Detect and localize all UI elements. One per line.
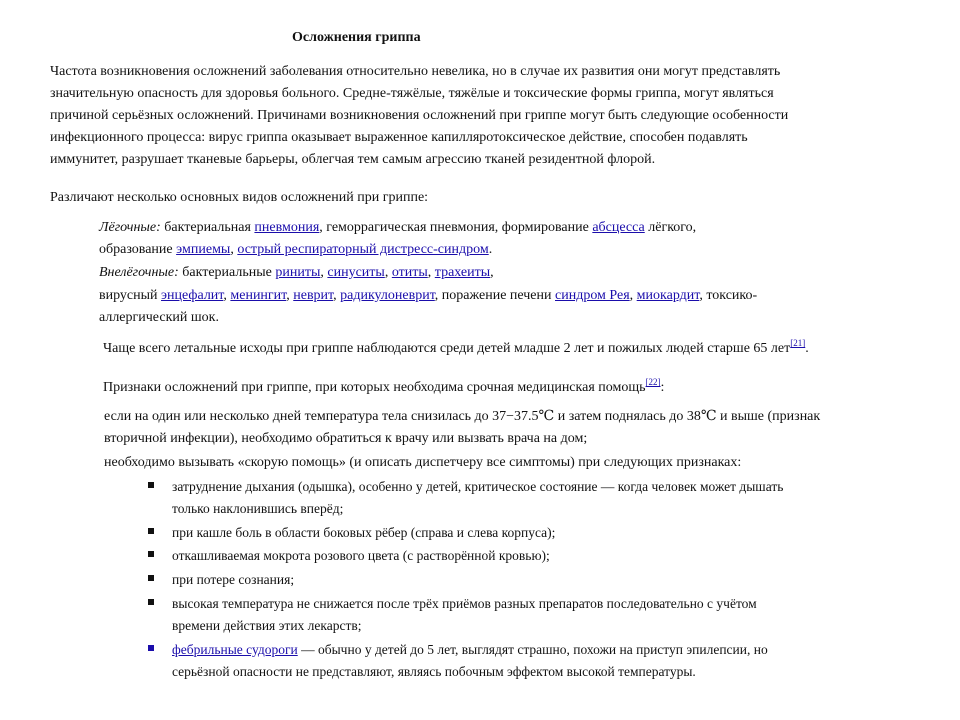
pulmonary-label: Лёгочные: [99, 220, 161, 235]
reference-21-link[interactable]: [21] [790, 338, 806, 348]
bullet-item-5-line-2: времени действия этих лекарств; [172, 618, 362, 633]
text-fragment: вирусный [99, 288, 162, 303]
text-fragment: . [805, 341, 809, 356]
text-fragment: , [320, 265, 328, 280]
link-neuritis[interactable]: неврит [293, 288, 334, 303]
link-febrile-seizures[interactable]: фебрильные судороги [172, 642, 298, 657]
bullet-item-1-line-1: затруднение дыхания (одышка), особенно у детей, критическое состояние — когда человек может дышать [172, 479, 784, 494]
text-fragment: , [230, 242, 238, 257]
text-fragment: , [384, 265, 392, 280]
bullet-icon [148, 551, 154, 557]
temperature-line-2: вторичной инфекции), необходимо обратиться к врачу или вызвать врача на дом; [104, 431, 588, 446]
bullet-item-6-line-2: серьёзной опасности не представляют, являясь побочным эффектом высокой температуры. [172, 664, 696, 679]
text-fragment: , [333, 288, 341, 303]
text-fragment: , [427, 265, 435, 280]
bullet-item-1-line-2: только наклонившись вперёд; [172, 501, 344, 516]
link-empyema[interactable]: эмпиемы [176, 242, 231, 257]
text-fragment: Чаще всего летальные исходы при гриппе наблюдаются среди детей младше 2 лет и пожилых людей старше 65 лет [103, 341, 791, 356]
link-rhinitis[interactable]: риниты [275, 265, 321, 280]
link-radiculoneuritis[interactable]: радикулоневрит [340, 288, 435, 303]
text-fragment: , [223, 288, 231, 303]
link-sinusitis[interactable]: синуситы [327, 265, 385, 280]
extrapulmonary-line-1 [99, 264, 494, 282]
text-fragment: , геморрагическая пневмония, формирование [319, 220, 593, 235]
signs-line [103, 379, 664, 397]
intro-line-4: инфекционного процесса: вирус гриппа оказывает выраженное капилляротоксическое действие, способен подавлять [50, 130, 748, 145]
text-fragment: бактериальные [178, 265, 276, 280]
text-fragment: , [629, 288, 637, 303]
text-fragment: , [286, 288, 294, 303]
link-myocarditis[interactable]: миокардит [636, 288, 700, 303]
link-abscess[interactable]: абсцесса [592, 220, 645, 235]
text-fragment: , [490, 265, 494, 280]
intro-line-5: иммунитет, разрушает тканевые барьеры, облегчая тем самым агрессию тканей резидентной флорой. [50, 152, 656, 167]
intro-line-2: значительную опасность для здоровья больного. Средне-тяжёлые, тяжёлые и токсические формы гриппа, могут являться [50, 86, 774, 101]
bullet-icon [148, 645, 154, 651]
fatal-outcomes-line [103, 340, 809, 358]
text-fragment: Признаки осложнений при гриппе, при которых необходима срочная медицинская помощь [103, 380, 646, 395]
bullet-item-6-line-1 [172, 641, 768, 659]
temperature-line-1: если на один или несколько дней температура тела снизилась до 37−37.5℃ и затем поднялась до 38℃ и выше (признак [104, 409, 821, 424]
bullet-item-2: при кашле боль в области боковых рёбер (справа и слева корпуса); [172, 525, 556, 540]
intro-line-3: причиной серьёзных осложнений. Причинами возникновения осложнений при гриппе могут быть следующие особенности [50, 108, 789, 123]
text-fragment: , токсико- [699, 288, 758, 303]
extrapulmonary-line-3: аллергический шок. [99, 310, 219, 325]
link-meningitis[interactable]: менингит [230, 288, 287, 303]
bullet-icon [148, 528, 154, 534]
text-fragment: лёгкого, [644, 220, 697, 235]
text-fragment: образование [99, 242, 177, 257]
bullet-item-5-line-1: высокая температура не снижается после трёх приёмов разных препаратов последовательно с учётом [172, 596, 757, 611]
bullet-item-3: откашливаемая мокрота розового цвета (с растворённой кровью); [172, 548, 550, 563]
extrapulmonary-label: Внелёгочные: [99, 265, 179, 280]
kinds-heading: Различают несколько основных видов осложнений при гриппе: [50, 190, 429, 205]
link-ards[interactable]: острый респираторный дистресс-синдром [237, 242, 489, 257]
link-encephalitis[interactable]: энцефалит [161, 288, 224, 303]
text-fragment: бактериальная [160, 220, 255, 235]
pulmonary-line-1 [99, 219, 696, 237]
bullet-icon [148, 575, 154, 581]
link-tracheitis[interactable]: трахеиты [434, 265, 491, 280]
page-title: Осложнения гриппа [292, 30, 421, 45]
bullet-icon [148, 599, 154, 605]
bullet-icon [148, 482, 154, 488]
extrapulmonary-line-2 [99, 287, 757, 305]
link-pneumonia[interactable]: пневмония [254, 220, 320, 235]
intro-line-1: Частота возникновения осложнений заболевания относительно невелика, но в случае их развития они могут представлять [50, 64, 781, 79]
text-fragment: : [660, 380, 665, 395]
text-fragment: . [488, 242, 493, 257]
link-reye-syndrome[interactable]: синдром Рея [555, 288, 630, 303]
pulmonary-line-2 [99, 241, 492, 259]
ambulance-line: необходимо вызывать «скорую помощь» (и описать диспетчеру все симптомы) при следующих признаках: [104, 455, 742, 470]
reference-22-link[interactable]: [22] [645, 377, 661, 387]
link-otitis[interactable]: отиты [391, 265, 428, 280]
text-fragment: — обычно у детей до 5 лет, выглядят страшно, похожи на приступ эпилепсии, но [297, 642, 768, 657]
text-fragment: , поражение печени [434, 288, 555, 303]
bullet-item-4: при потере сознания; [172, 572, 295, 587]
